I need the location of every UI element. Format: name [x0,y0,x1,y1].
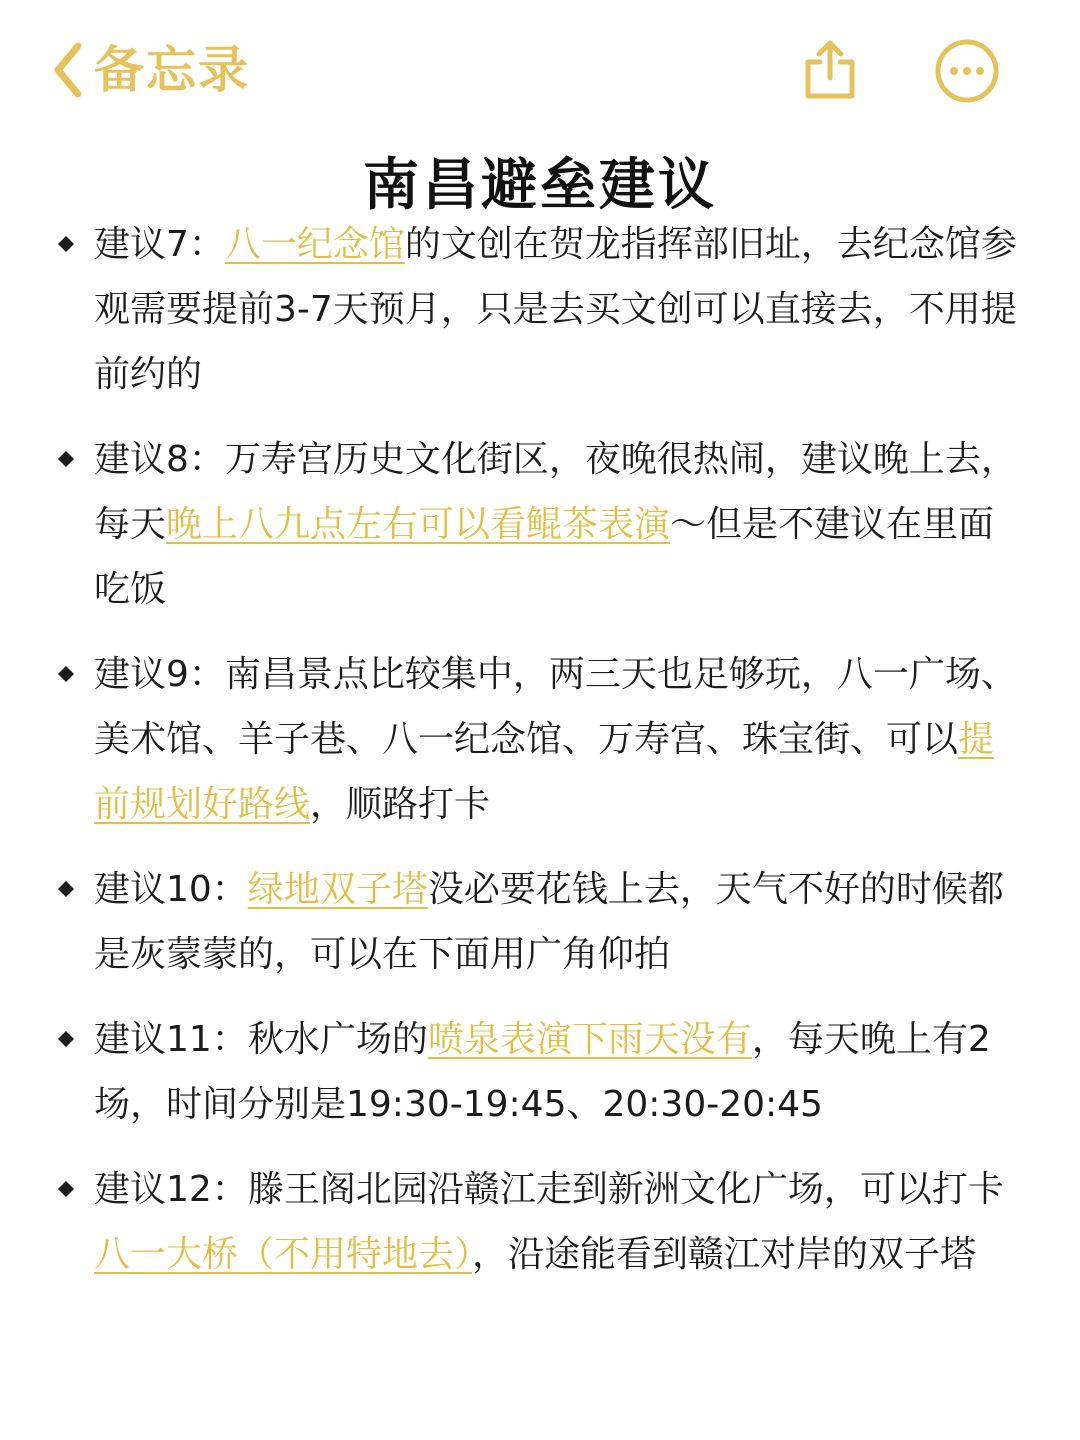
list-item [56,1157,1026,1287]
tip-prefix: 建议10： [94,869,248,910]
back-button[interactable] [48,38,250,102]
tip-text: 没必要花钱上去，天气不好的时候都是灰蒙蒙的，可以在下面用广角仰拍 [94,869,1004,975]
tip-text: ，沿途能看到赣江对岸的双子塔 [472,1234,977,1275]
diamond-bullet-icon [58,881,74,897]
highlighted-text[interactable]: 绿地双子塔 [247,869,428,910]
tip-text: 南昌景点比较集中，两三天也足够玩，八一广场、美术馆、羊子巷、八一纪念馆、万寿宫、珠宝街、可以 [94,654,1017,760]
list-item [56,1007,1026,1137]
diamond-bullet-icon [58,1181,74,1197]
diamond-bullet-icon [58,236,74,252]
share-icon [800,38,860,102]
tip-prefix: 建议9： [94,654,225,695]
list-item [56,857,1026,987]
chevron-left-icon [48,38,88,102]
tip-text: ，顺路打卡 [310,784,491,825]
diamond-bullet-icon [58,666,74,682]
list-item [56,427,1026,622]
more-icon [934,38,1000,104]
tip-text: 万寿宫历史文化街区，夜晚很热闹，建议晚上去，每天 [94,439,1017,545]
tip-prefix: 建议8： [94,439,225,480]
tip-text: ～但是不建议在里面吃饭 [94,504,995,610]
highlighted-text[interactable]: 晚上八九点左右可以看鲲茶表演 [166,504,671,545]
tip-text: 滕王阁北园沿赣江走到新洲文化广场，可以打卡 [247,1169,1004,1210]
tip-list [56,212,1026,1307]
tip-prefix: 建议7： [94,224,225,265]
top-nav-bar [0,0,1080,118]
back-label: 备忘录 [94,41,250,99]
note-title: 南昌避垒建议 [363,152,717,218]
diamond-bullet-icon [58,451,74,467]
tip-text: 秋水广场的 [247,1019,428,1060]
tip-prefix: 建议12： [94,1169,248,1210]
highlighted-text[interactable]: 喷泉表演下雨天没有 [427,1019,752,1060]
share-button[interactable] [800,38,860,102]
list-item [56,212,1026,407]
tip-text: 的文创在贺龙指挥部旧址，去纪念馆参观需要提前3-7天预月，只是去买文创可以直接去，不用提前约的 [94,224,1017,395]
diamond-bullet-icon [58,1031,74,1047]
highlighted-text[interactable]: 八一纪念馆 [224,224,405,265]
list-item [56,642,1026,837]
tip-prefix: 建议11： [94,1019,248,1060]
more-button[interactable] [934,38,1000,104]
highlighted-text[interactable]: 八一大桥（不用特地去） [94,1234,473,1275]
highlighted-text[interactable]: 提前规划好路线 [94,719,995,825]
tip-text: ，每天晚上有2场，时间分别是19:30-19:45、20:30-20:45 [94,1019,991,1125]
